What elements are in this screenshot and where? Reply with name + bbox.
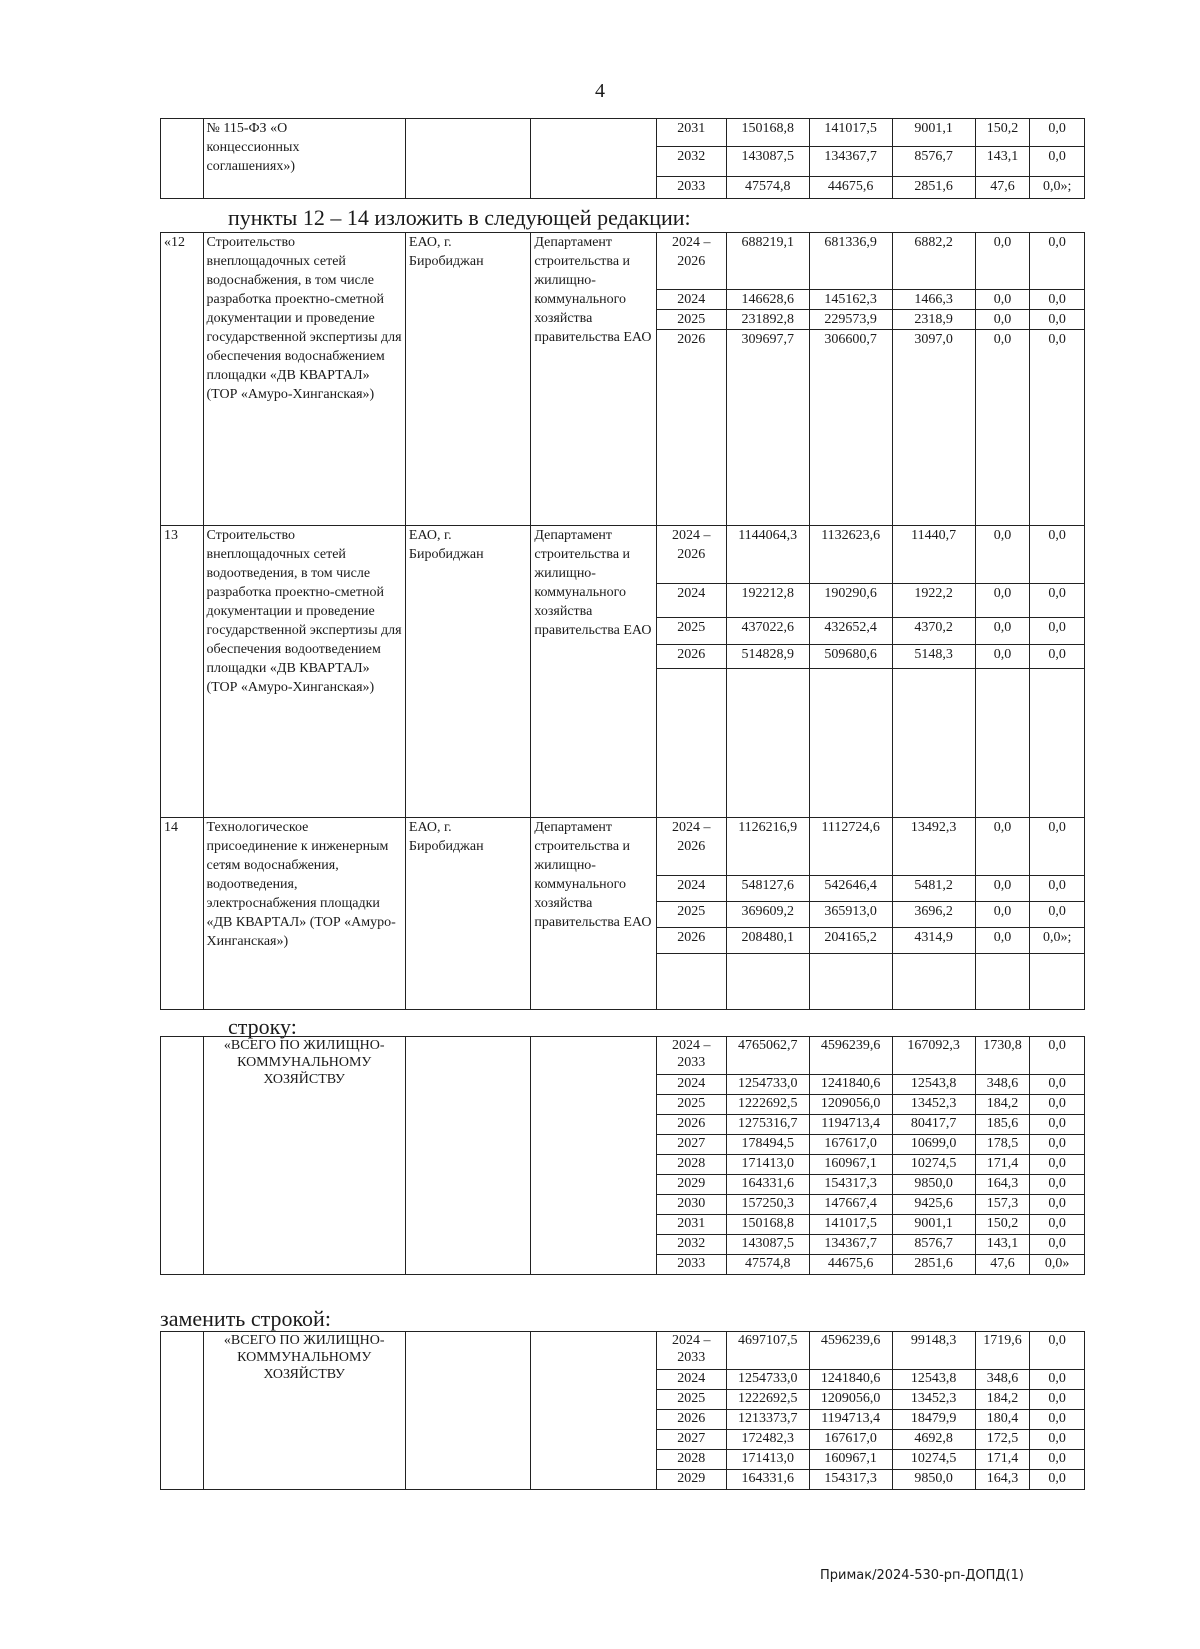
table-cell: [726, 349, 809, 525]
table-cell: 2026: [656, 1410, 726, 1430]
top-name-line: соглашениях»): [206, 159, 296, 174]
table-cell: 184,2: [975, 1390, 1030, 1410]
table-cell: 208480,1: [726, 927, 809, 953]
table-cell: 0,0: [1030, 1175, 1085, 1195]
table-cell: 0,0»;: [1030, 177, 1085, 199]
old-total-table: [160, 1036, 1085, 1275]
table-cell: 154317,3: [809, 1175, 892, 1195]
table-cell: 1730,8: [975, 1037, 1030, 1075]
table-cell: 145162,3: [809, 290, 892, 310]
table-cell: [1030, 668, 1085, 817]
table-cell: 0,0»: [1030, 1255, 1085, 1275]
table-cell: 1209056,0: [809, 1390, 892, 1410]
table-cell: 12543,8: [892, 1075, 975, 1095]
table-cell: 143,1: [975, 1235, 1030, 1255]
table-cell: 0,0: [1030, 1037, 1085, 1075]
table-cell: 9001,1: [892, 1215, 975, 1235]
table-cell: 141017,5: [809, 1215, 892, 1235]
table-cell: 231892,8: [726, 310, 809, 330]
table-cell: 184,2: [975, 1095, 1030, 1115]
table-cell: 11440,7: [892, 525, 975, 583]
table-cell: 18479,9: [892, 1410, 975, 1430]
table-cell: 10274,5: [892, 1155, 975, 1175]
table-cell: 0,0: [1030, 1115, 1085, 1135]
table-cell: [975, 668, 1030, 817]
table-cell: 0,0: [1030, 1235, 1085, 1255]
table-cell: 8576,7: [892, 147, 975, 177]
top-num-cell: [161, 119, 204, 199]
table-cell: 2025: [656, 1390, 726, 1410]
table-cell: 47,6: [975, 1255, 1030, 1275]
table-cell: 171,4: [975, 1450, 1030, 1470]
table-cell: 5148,3: [892, 644, 975, 668]
table-cell: 1254733,0: [726, 1075, 809, 1095]
table-cell: 171413,0: [726, 1155, 809, 1175]
table-cell: 9850,0: [892, 1175, 975, 1195]
table-cell: 150168,8: [726, 1215, 809, 1235]
item-total-year: 2024 – 2026: [656, 233, 726, 290]
table-cell: 10274,5: [892, 1450, 975, 1470]
table-cell: 44675,6: [809, 1255, 892, 1275]
table-cell: 0,0: [1030, 1390, 1085, 1410]
table-cell: 44675,6: [809, 177, 892, 199]
top-name-line: № 115-ФЗ «О: [206, 121, 288, 136]
table-cell: 1254733,0: [726, 1370, 809, 1390]
table-cell: 2025: [656, 1095, 726, 1115]
table-cell: 167617,0: [809, 1135, 892, 1155]
heading-row: строку:: [228, 1014, 297, 1039]
item-name: Строительство внеплощадочных сетей водоотведения, в том числе разработка проектно-сметной документации и проведение государственной экспертизы для обеспечения водоотведением площадки «ДВ КВАРТАЛ» (ТОР «Амуро-Хинганская»): [203, 525, 405, 817]
item-total-year: 2024 – 2026: [656, 817, 726, 875]
table-cell: [892, 953, 975, 1009]
table-cell: 1922,2: [892, 583, 975, 617]
table-cell: 0,0: [1030, 1470, 1085, 1490]
table-cell: 2026: [656, 644, 726, 668]
new-executor-cell: [531, 1332, 656, 1490]
table-cell: 542646,4: [809, 875, 892, 901]
table-cell: [656, 668, 726, 817]
table-cell: 0,0: [1030, 1450, 1085, 1470]
table-cell: [809, 953, 892, 1009]
table-cell: 171413,0: [726, 1450, 809, 1470]
item-num: 14: [161, 817, 204, 1009]
table-cell: 2318,9: [892, 310, 975, 330]
table-cell: [1030, 349, 1085, 525]
table-cell: 2029: [656, 1470, 726, 1490]
old-executor-cell: [531, 1037, 656, 1275]
table-cell: 509680,6: [809, 644, 892, 668]
table-cell: 47574,8: [726, 177, 809, 199]
table-cell: [975, 953, 1030, 1009]
table-cell: 9850,0: [892, 1470, 975, 1490]
table-cell: 0,0: [1030, 875, 1085, 901]
table-cell: 0,0: [1030, 1075, 1085, 1095]
table-cell: 369609,2: [726, 901, 809, 927]
table-cell: 146628,6: [726, 290, 809, 310]
table-cell: 2024 – 2033: [656, 1037, 726, 1075]
heading-replace: заменить строкой:: [160, 1306, 331, 1331]
table-cell: 0,0: [975, 875, 1030, 901]
table-cell: 0,0: [1030, 1135, 1085, 1155]
table-cell: 164331,6: [726, 1470, 809, 1490]
table-cell: 0,0: [1030, 119, 1085, 147]
table-cell: 3097,0: [892, 330, 975, 350]
table-cell: 47574,8: [726, 1255, 809, 1275]
table-cell: [726, 668, 809, 817]
table-cell: 0,0: [1030, 617, 1085, 644]
item-num: «12: [161, 233, 204, 526]
table-cell: 0,0: [1030, 1410, 1085, 1430]
table-cell: 0,0: [1030, 310, 1085, 330]
table-cell: 0,0: [975, 525, 1030, 583]
table-cell: 2026: [656, 1115, 726, 1135]
table-cell: 150168,8: [726, 119, 809, 147]
table-cell: 4596239,6: [809, 1037, 892, 1075]
table-cell: 167617,0: [809, 1430, 892, 1450]
item-executor: Департамент строительства и жилищно-коммунального хозяйства правительства ЕАО: [531, 525, 656, 817]
table-cell: 47,6: [975, 177, 1030, 199]
table-cell: [656, 349, 726, 525]
table-cell: 2029: [656, 1175, 726, 1195]
table-cell: 0,0: [1030, 525, 1085, 583]
table-cell: 164,3: [975, 1470, 1030, 1490]
table-cell: 2024: [656, 290, 726, 310]
table-cell: 12543,8: [892, 1370, 975, 1390]
new-total-name: «ВСЕГО ПО ЖИЛИЩНО-КОММУНАЛЬНОМУ ХОЗЯЙСТВУ: [203, 1332, 405, 1490]
table-cell: [975, 349, 1030, 525]
table-cell: 172482,3: [726, 1430, 809, 1450]
table-cell: 157250,3: [726, 1195, 809, 1215]
heading-items: пункты 12 – 14 изложить в следующей редакции:: [228, 205, 691, 230]
table-cell: 172,5: [975, 1430, 1030, 1450]
table-cell: 4692,8: [892, 1430, 975, 1450]
table-cell: 348,6: [975, 1075, 1030, 1095]
table-cell: 0,0»;: [1030, 927, 1085, 953]
table-cell: 167092,3: [892, 1037, 975, 1075]
table-cell: 2851,6: [892, 177, 975, 199]
item-location: ЕАО, г. Биробиджан: [405, 525, 530, 817]
table-cell: 1241840,6: [809, 1075, 892, 1095]
table-cell: 0,0: [1030, 583, 1085, 617]
table-cell: 0,0: [1030, 290, 1085, 310]
table-cell: 0,0: [1030, 1195, 1085, 1215]
table-cell: 348,6: [975, 1370, 1030, 1390]
table-cell: 2025: [656, 617, 726, 644]
table-cell: 1144064,3: [726, 525, 809, 583]
table-cell: 229573,9: [809, 310, 892, 330]
table-cell: 0,0: [975, 927, 1030, 953]
table-cell: 180,4: [975, 1410, 1030, 1430]
table-cell: 147667,4: [809, 1195, 892, 1215]
table-cell: 2031: [656, 1215, 726, 1235]
table-cell: 2027: [656, 1430, 726, 1450]
table-cell: 2033: [656, 177, 726, 199]
table-cell: [892, 349, 975, 525]
item-name: Технологическое присоединение к инженерным сетям водоснабжения, водоотведения, электроснабжения площадки «ДВ КВАРТАЛ» (ТОР «Амуро-Хинганская»): [203, 817, 405, 1009]
table-cell: 185,6: [975, 1115, 1030, 1135]
table-cell: 143087,5: [726, 1235, 809, 1255]
table-cell: 0,0: [975, 583, 1030, 617]
table-cell: 141017,5: [809, 119, 892, 147]
table-cell: 2032: [656, 147, 726, 177]
table-cell: 99148,3: [892, 1332, 975, 1370]
table-cell: 1719,6: [975, 1332, 1030, 1370]
table-cell: 1194713,4: [809, 1410, 892, 1430]
new-num-cell: [161, 1332, 204, 1490]
table-cell: 0,0: [975, 617, 1030, 644]
table-cell: 150,2: [975, 1215, 1030, 1235]
top-table: [160, 118, 1085, 199]
table-cell: 548127,6: [726, 875, 809, 901]
table-cell: 4765062,7: [726, 1037, 809, 1075]
table-cell: 4697107,5: [726, 1332, 809, 1370]
table-cell: 6882,2: [892, 233, 975, 290]
table-cell: 2024 – 2033: [656, 1332, 726, 1370]
table-cell: 2024: [656, 875, 726, 901]
document-footer: Примак/2024-530-рп-ДОПД(1): [820, 1568, 1024, 1583]
table-cell: [892, 668, 975, 817]
table-cell: 160967,1: [809, 1450, 892, 1470]
table-cell: 2025: [656, 310, 726, 330]
table-cell: 2024: [656, 583, 726, 617]
item-name: Строительство внеплощадочных сетей водоснабжения, в том числе разработка проектно-сметной документации и проведение государственной экспертизы для обеспечения водоснабжением площадки «ДВ КВАРТАЛ» (ТОР «Амуро-Хинганская»): [203, 233, 405, 526]
table-cell: 514828,9: [726, 644, 809, 668]
new-total-table: [160, 1331, 1085, 1490]
table-cell: 0,0: [1030, 147, 1085, 177]
table-cell: 4314,9: [892, 927, 975, 953]
table-cell: 1126216,9: [726, 817, 809, 875]
table-cell: 1194713,4: [809, 1115, 892, 1135]
table-cell: [726, 953, 809, 1009]
new-location-cell: [405, 1332, 530, 1490]
top-location-cell: [405, 119, 530, 199]
table-cell: 190290,6: [809, 583, 892, 617]
table-cell: 2031: [656, 119, 726, 147]
table-cell: 0,0: [1030, 1332, 1085, 1370]
table-cell: 9001,1: [892, 119, 975, 147]
table-cell: 0,0: [975, 310, 1030, 330]
table-cell: 178494,5: [726, 1135, 809, 1155]
table-cell: 0,0: [975, 644, 1030, 668]
table-cell: 4370,2: [892, 617, 975, 644]
table-cell: 143087,5: [726, 147, 809, 177]
item-total-year: 2024 – 2026: [656, 525, 726, 583]
table-cell: 143,1: [975, 147, 1030, 177]
table-cell: 1213373,7: [726, 1410, 809, 1430]
top-executor-cell: [531, 119, 656, 199]
item-location: ЕАО, г. Биробиджан: [405, 817, 530, 1009]
table-cell: 0,0: [975, 901, 1030, 927]
item-executor: Департамент строительства и жилищно-коммунального хозяйства правительства ЕАО: [531, 233, 656, 526]
table-cell: 0,0: [1030, 1370, 1085, 1390]
table-cell: 0,0: [1030, 901, 1085, 927]
item-location: ЕАО, г. Биробиджан: [405, 233, 530, 526]
table-cell: [1030, 953, 1085, 1009]
table-cell: 80417,7: [892, 1115, 975, 1135]
table-cell: 309697,7: [726, 330, 809, 350]
table-cell: 1112724,6: [809, 817, 892, 875]
table-cell: 0,0: [1030, 1215, 1085, 1235]
table-cell: 150,2: [975, 119, 1030, 147]
table-cell: 171,4: [975, 1155, 1030, 1175]
top-name-cell: [203, 119, 405, 199]
page-number: 4: [595, 80, 605, 102]
table-cell: 0,0: [1030, 1155, 1085, 1175]
table-cell: 0,0: [975, 233, 1030, 290]
table-cell: 1209056,0: [809, 1095, 892, 1115]
table-cell: 178,5: [975, 1135, 1030, 1155]
table-cell: 0,0: [1030, 1430, 1085, 1450]
table-cell: 1132623,6: [809, 525, 892, 583]
table-cell: 2024: [656, 1075, 726, 1095]
table-cell: 0,0: [975, 817, 1030, 875]
old-location-cell: [405, 1037, 530, 1275]
table-cell: 688219,1: [726, 233, 809, 290]
table-cell: 2032: [656, 1235, 726, 1255]
table-cell: 2024: [656, 1370, 726, 1390]
table-cell: 4596239,6: [809, 1332, 892, 1370]
table-cell: 134367,7: [809, 147, 892, 177]
table-cell: 365913,0: [809, 901, 892, 927]
table-cell: 192212,8: [726, 583, 809, 617]
table-cell: 0,0: [1030, 1095, 1085, 1115]
table-cell: 134367,7: [809, 1235, 892, 1255]
table-cell: 306600,7: [809, 330, 892, 350]
table-cell: 1275316,7: [726, 1115, 809, 1135]
table-cell: 204165,2: [809, 927, 892, 953]
table-cell: 0,0: [1030, 644, 1085, 668]
table-cell: 5481,2: [892, 875, 975, 901]
item-executor: Департамент строительства и жилищно-коммунального хозяйства правительства ЕАО: [531, 817, 656, 1009]
top-name-line: концессионных: [206, 140, 300, 155]
table-cell: 13492,3: [892, 817, 975, 875]
table-cell: 2028: [656, 1155, 726, 1175]
table-cell: 2033: [656, 1255, 726, 1275]
table-cell: 432652,4: [809, 617, 892, 644]
table-cell: 13452,3: [892, 1095, 975, 1115]
table-cell: 0,0: [975, 290, 1030, 310]
table-cell: 154317,3: [809, 1470, 892, 1490]
table-cell: 2030: [656, 1195, 726, 1215]
table-cell: 1222692,5: [726, 1095, 809, 1115]
table-cell: [809, 668, 892, 817]
table-cell: 0,0: [1030, 233, 1085, 290]
table-cell: 681336,9: [809, 233, 892, 290]
table-cell: 2025: [656, 901, 726, 927]
table-cell: 0,0: [1030, 330, 1085, 350]
table-cell: 2851,6: [892, 1255, 975, 1275]
item-num: 13: [161, 525, 204, 817]
table-cell: 9425,6: [892, 1195, 975, 1215]
table-cell: 1466,3: [892, 290, 975, 310]
table-cell: [809, 349, 892, 525]
table-cell: 2026: [656, 927, 726, 953]
table-cell: 2026: [656, 330, 726, 350]
table-cell: 0,0: [1030, 817, 1085, 875]
table-cell: 1222692,5: [726, 1390, 809, 1410]
table-cell: 13452,3: [892, 1390, 975, 1410]
table-cell: 2027: [656, 1135, 726, 1155]
table-cell: [656, 953, 726, 1009]
table-cell: 160967,1: [809, 1155, 892, 1175]
table-cell: 0,0: [975, 330, 1030, 350]
table-cell: 164331,6: [726, 1175, 809, 1195]
table-cell: 1241840,6: [809, 1370, 892, 1390]
table-cell: 157,3: [975, 1195, 1030, 1215]
table-cell: 10699,0: [892, 1135, 975, 1155]
table-cell: 2028: [656, 1450, 726, 1470]
table-cell: 3696,2: [892, 901, 975, 927]
old-num-cell: [161, 1037, 204, 1275]
table-cell: 437022,6: [726, 617, 809, 644]
table-cell: 8576,7: [892, 1235, 975, 1255]
items-table: [160, 232, 1085, 1010]
table-cell: 164,3: [975, 1175, 1030, 1195]
old-total-name: «ВСЕГО ПО ЖИЛИЩНО-КОММУНАЛЬНОМУ ХОЗЯЙСТВУ: [203, 1037, 405, 1275]
